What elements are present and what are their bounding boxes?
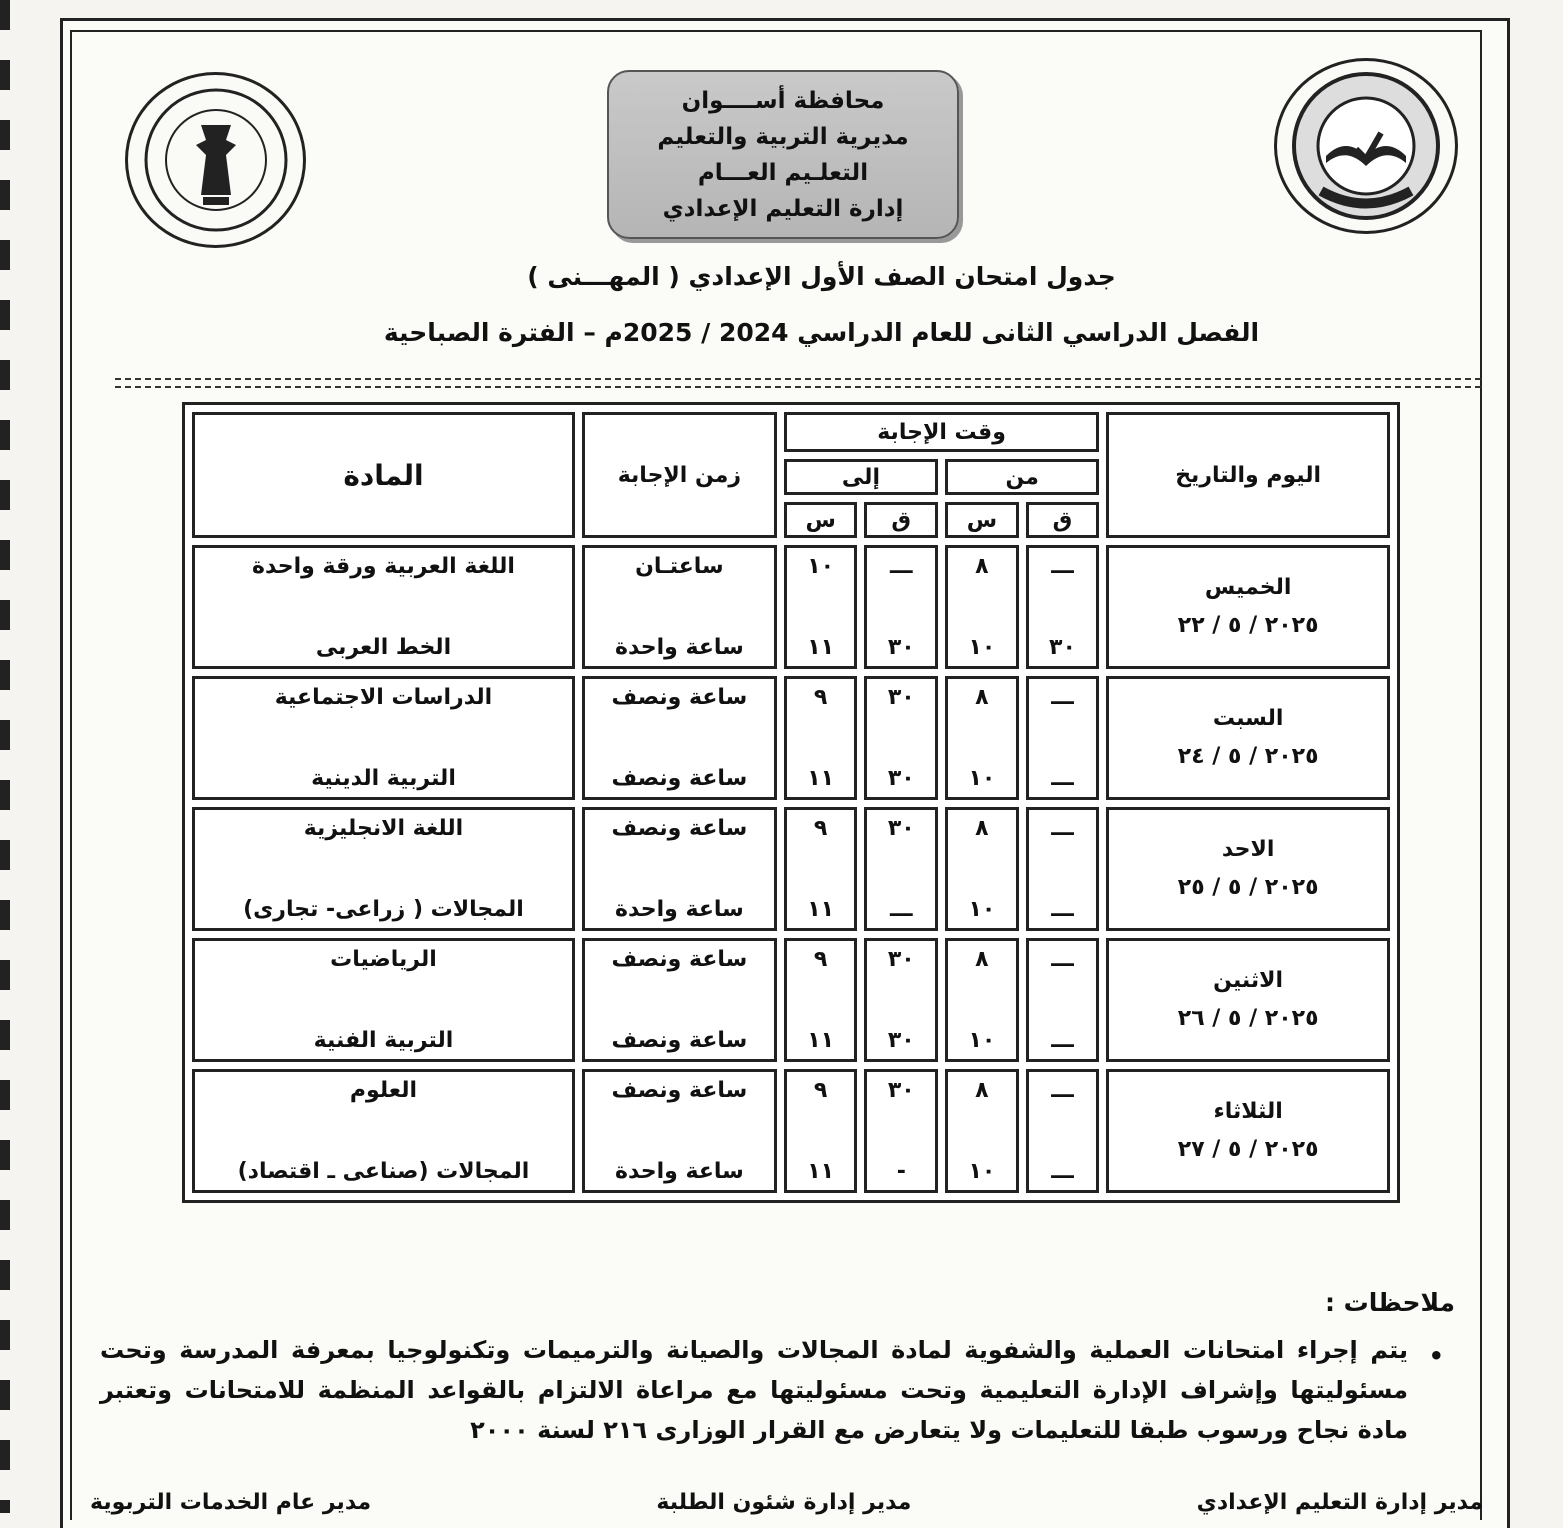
notes-heading: ملاحظات :	[1324, 1288, 1455, 1317]
cell-to-hour: ٩	[813, 685, 828, 710]
cell-subject: الخط العربى	[315, 635, 452, 660]
signature-student-affairs: مدير إدارة شئون الطلبة	[656, 1490, 912, 1515]
header-day-date: اليوم والتاريخ	[1106, 412, 1390, 538]
cell-subject: الرياضيات	[330, 947, 437, 972]
cell-duration: ساعة واحدة	[615, 1159, 744, 1184]
cell-subject: الدراسات الاجتماعية	[274, 685, 493, 710]
issuer-header-box	[607, 70, 959, 239]
cell-from-hour: ١٠	[968, 1028, 996, 1053]
cell-from-hour: ١٠	[968, 635, 996, 660]
header-line-preparatory-admin: إدارة التعليم الإعدادي	[662, 195, 904, 222]
cell-subject: المجالات (صناعى ـ اقتصاد)	[237, 1159, 530, 1184]
cell-subject: اللغة العربية ورقة واحدة	[252, 554, 515, 579]
cell-to-hour: ١١	[807, 1028, 835, 1053]
header-line-directorate: مديرية التربية والتعليم	[657, 123, 909, 150]
cell-to-minute: ـــ	[889, 897, 913, 922]
header-line-governorate: محافظة أســــوان	[681, 87, 885, 114]
row-day: الاحد	[1221, 837, 1275, 862]
cell-to-hour: ٩	[813, 816, 828, 841]
signature-row	[90, 1490, 1483, 1515]
cell-subject: التربية الفنية	[313, 1028, 454, 1053]
cell-to-minute: -	[896, 1159, 906, 1184]
header-answer-time: وقت الإجابة	[784, 412, 1099, 452]
cell-to-minute: ٣٠	[887, 1028, 915, 1053]
cell-from-minute: ـــ	[1051, 554, 1074, 579]
header-to-hour: س	[784, 502, 858, 538]
cell-to-minute: ٣٠	[887, 766, 915, 791]
header-from-minute: ق	[1026, 502, 1100, 538]
cell-from-hour: ٨	[975, 947, 989, 972]
eagle-seal-icon	[141, 85, 291, 235]
cell-from-hour: ١٠	[968, 766, 996, 791]
signature-educational-services: مدير عام الخدمات التربوية	[90, 1490, 372, 1515]
row-date: ٢٠٢٥ / ٥ / ٢٢	[1177, 613, 1319, 638]
bullet-icon: •	[1428, 1342, 1444, 1370]
cell-from-minute: ـــ	[1051, 685, 1074, 710]
cell-from-minute: ـــ	[1051, 1159, 1074, 1184]
cell-from-minute: ـــ	[1051, 1028, 1074, 1053]
header-from: من	[945, 459, 1099, 495]
row-date: ٢٠٢٥ / ٥ / ٢٧	[1177, 1137, 1319, 1162]
cell-duration: ساعة واحدة	[615, 897, 744, 922]
cell-from-minute: ـــ	[1051, 1078, 1074, 1103]
cell-from-hour: ٨	[975, 554, 989, 579]
directorate-seal-logo	[125, 72, 306, 248]
document-title: جدول امتحان الصف الأول الإعدادي ( المهـــنى )	[527, 262, 1116, 291]
cell-to-hour: ٩	[813, 1078, 828, 1103]
cell-duration: ساعة ونصف	[611, 685, 748, 710]
table-row	[192, 545, 1390, 669]
cell-from-hour: ١٠	[968, 1159, 996, 1184]
cell-to-hour: ١١	[807, 1159, 835, 1184]
separator-line	[115, 378, 1481, 388]
cell-to-minute: ٣٠	[887, 635, 915, 660]
table-row	[192, 1069, 1390, 1193]
cell-duration: ساعتـان	[635, 554, 724, 579]
row-day: الاثنين	[1213, 968, 1284, 993]
cell-duration: ساعة واحدة	[615, 635, 744, 660]
cell-to-hour: ٩	[813, 947, 828, 972]
row-day: السبت	[1212, 706, 1284, 731]
scan-edge	[0, 0, 10, 1513]
row-day: الخميس	[1204, 575, 1292, 600]
cell-duration: ساعة ونصف	[611, 766, 748, 791]
notes-paragraph	[100, 1330, 1444, 1450]
cell-from-hour: ١٠	[968, 897, 996, 922]
row-date: ٢٠٢٥ / ٥ / ٢٤	[1177, 744, 1319, 769]
header-to: إلى	[784, 459, 938, 495]
cell-to-minute: ـــ	[889, 554, 913, 579]
cell-duration: ساعة ونصف	[611, 816, 748, 841]
header-from-hour: س	[945, 502, 1019, 538]
cell-duration: ساعة ونصف	[611, 947, 748, 972]
cell-subject: التربية الدينية	[311, 766, 456, 791]
document-subtitle: الفصل الدراسي الثانى للعام الدراسي 2024 / 2025م – الفترة الصباحية	[383, 318, 1260, 347]
cell-from-hour: ٨	[975, 816, 989, 841]
cell-from-hour: ٨	[975, 685, 989, 710]
cell-duration: ساعة ونصف	[611, 1028, 748, 1053]
cell-to-minute: ٣٠	[887, 816, 915, 841]
cell-to-minute: ٣٠	[887, 947, 915, 972]
cell-from-minute: ـــ	[1051, 947, 1074, 972]
cell-to-minute: ٣٠	[887, 685, 915, 710]
cell-to-hour: ١٠	[807, 554, 835, 579]
cell-from-minute: ـــ	[1051, 766, 1074, 791]
notes-text: يتم إجراء امتحانات العملية والشفوية لمادة المجالات والصيانة والترميمات وتكنولوجيا بمعرفة المدرسة وتحت مسئوليتها وإشراف الإدارة التعليمية وتحت مسئوليتها مع مراعاة الالتزام بالقواعد المنظمة للامتحانات وتعتبر مادة نجاح ورسوب طبقا للتعليمات ولا يتعارض مع القرار الوزارى ٢١٦ لسنة ٢٠٠٠	[100, 1336, 1408, 1444]
signature-preparatory-director: مدير إدارة التعليم الإعدادي	[1196, 1490, 1483, 1515]
header-line-general-education: التعلـيم العـــام	[697, 159, 869, 186]
cell-to-hour: ١١	[807, 766, 835, 791]
header-to-minute: ق	[864, 502, 938, 538]
cell-to-hour: ١١	[807, 897, 835, 922]
cell-to-hour: ١١	[807, 635, 835, 660]
open-book-icon	[1286, 71, 1446, 221]
header-duration: زمن الإجابة	[582, 412, 777, 538]
row-date: ٢٠٢٥ / ٥ / ٢٦	[1177, 1006, 1319, 1031]
cell-from-minute: ٣٠	[1049, 635, 1076, 660]
ministry-book-logo	[1274, 58, 1458, 234]
cell-subject: المجالات ( زراعى- تجارى)	[243, 897, 524, 922]
table-row	[192, 938, 1390, 1062]
header-subject: المادة	[192, 412, 575, 538]
table-row	[192, 676, 1390, 800]
row-day: الثلاثاء	[1213, 1099, 1283, 1124]
cell-subject: العلوم	[349, 1078, 418, 1103]
table-row	[192, 807, 1390, 931]
exam-schedule-table	[182, 402, 1400, 1203]
cell-from-minute: ـــ	[1051, 816, 1074, 841]
cell-subject: اللغة الانجليزية	[303, 816, 464, 841]
cell-duration: ساعة ونصف	[611, 1078, 748, 1103]
row-date: ٢٠٢٥ / ٥ / ٢٥	[1177, 875, 1319, 900]
cell-from-minute: ـــ	[1051, 897, 1074, 922]
cell-from-hour: ٨	[975, 1078, 989, 1103]
cell-to-minute: ٣٠	[887, 1078, 915, 1103]
